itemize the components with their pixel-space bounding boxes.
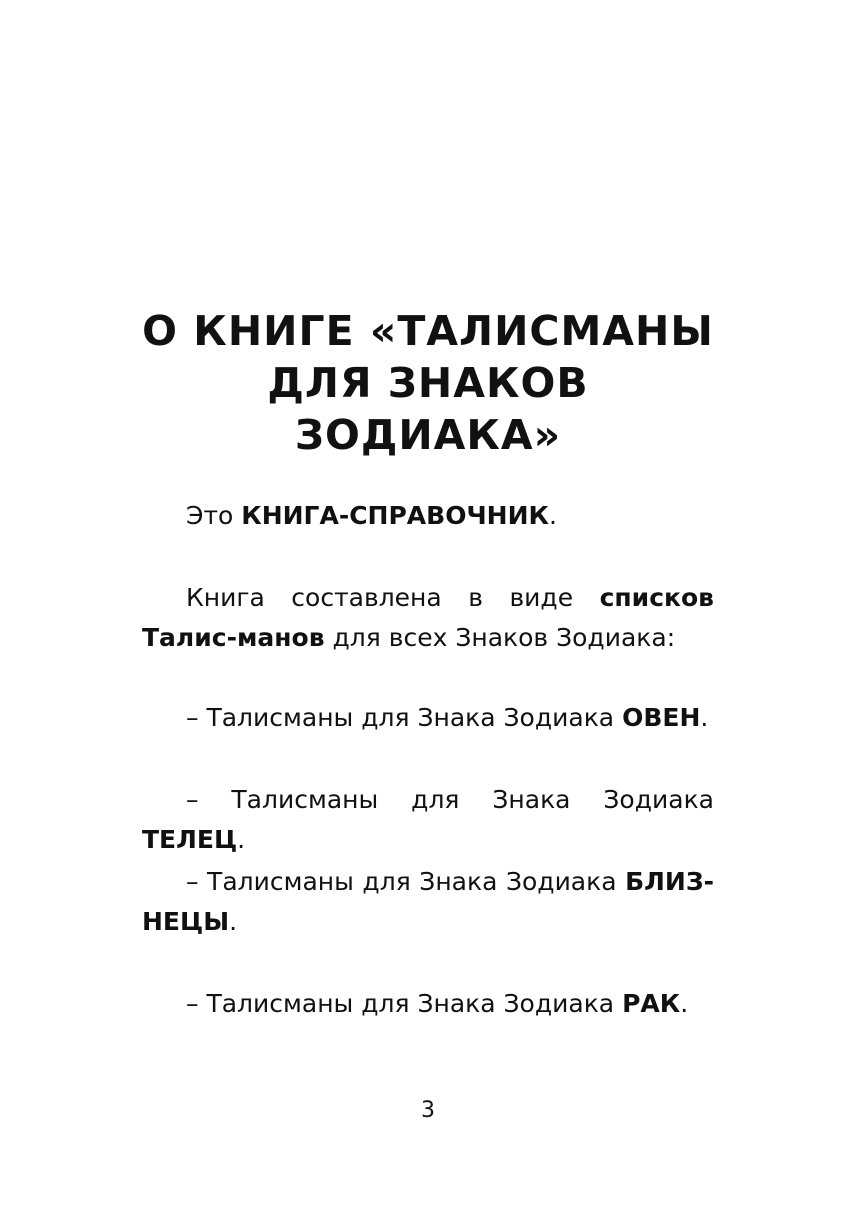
- intro-suffix: .: [548, 501, 557, 530]
- list-item-prefix: – Талисманы для Знака Зодиака: [186, 989, 623, 1018]
- chapter-title-line-2: ДЛЯ ЗНАКОВ: [267, 359, 589, 407]
- chapter-title-line-1: О КНИГЕ «ТАЛИСМАНЫ: [142, 307, 714, 355]
- chapter-title-line-3: ЗОДИАКА»: [294, 411, 562, 459]
- list-item-suffix: .: [700, 703, 709, 732]
- list-item-suffix: .: [680, 989, 689, 1018]
- list-item-suffix: .: [229, 907, 238, 936]
- list-item: [142, 780, 714, 860]
- description-bold: списков Талис-манов: [142, 583, 714, 652]
- list-item-prefix: – Талисманы для Знака Зодиака: [186, 785, 714, 814]
- intro-paragraph: [142, 496, 714, 536]
- list-item-sign: БЛИЗ-НЕЦЫ: [142, 867, 714, 936]
- list-item-sign: ТЕЛЕЦ: [142, 825, 238, 854]
- page-number: 3: [421, 1098, 435, 1123]
- list-item-sign: ОВЕН: [622, 703, 701, 732]
- list-item-sign: РАК: [622, 989, 681, 1018]
- list-item: [142, 984, 714, 1024]
- list-item-prefix: – Талисманы для Знака Зодиака: [186, 703, 623, 732]
- list-item-suffix: .: [237, 825, 246, 854]
- description-paragraph: [142, 578, 714, 658]
- list-item: [142, 698, 714, 738]
- intro-prefix: Это: [186, 501, 242, 530]
- chapter-title: [100, 305, 756, 461]
- description-prefix: Книга составлена в виде: [186, 583, 600, 612]
- list-item: [142, 862, 714, 942]
- list-item-prefix: – Талисманы для Знака Зодиака: [186, 867, 626, 896]
- description-suffix: для всех Знаков Зодиака:: [324, 623, 676, 652]
- intro-bold: КНИГА-СПРАВОЧНИК: [241, 501, 549, 530]
